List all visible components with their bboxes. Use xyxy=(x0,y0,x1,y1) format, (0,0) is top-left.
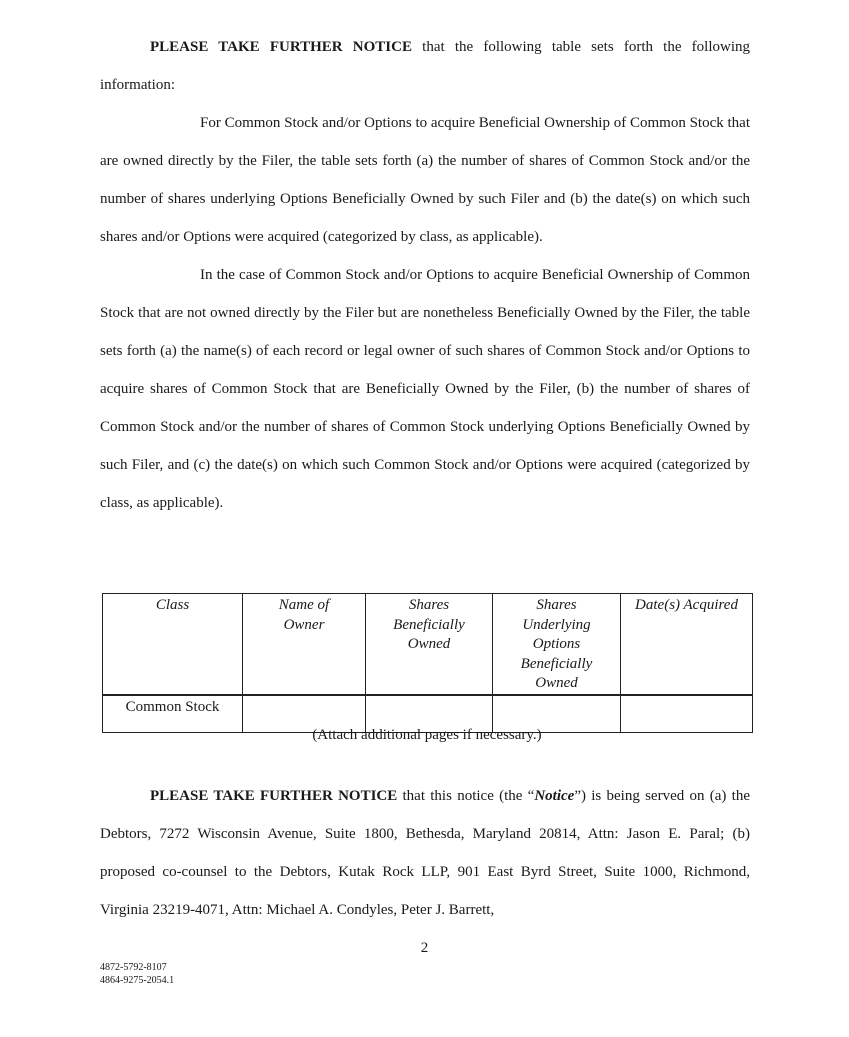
intro-bold-lead: PLEASE TAKE FURTHER NOTICE xyxy=(150,39,412,55)
header-shares-underlying-options: Shares Underlying Options Beneficially Owned xyxy=(493,594,621,695)
doc-id: 4872-5792-8107 xyxy=(100,962,167,973)
header-shares-owned: Shares Beneficially Owned xyxy=(366,594,493,695)
indirect-ownership-paragraph: In the case of Common Stock and/or Options to acquire Beneficial Ownership of Common Stock that are not owned directly by the Filer but are nonetheless Beneficially Owned by the Filer, the table sets forth (a) the name(s) of each record or legal owner of such shares of Common Stock and/or Options to acquire shares of Common Stock that are Beneficially Owned by the Filer, (b) the number of shares of Common Stock and/or the number of shares of Common Stock underlying Options Beneficially Owned by such Filer, and (c) the date(s) on which such Common Stock and/or Options were acquired (categorized by class, as applicable). xyxy=(100,267,750,511)
defined-term-notice: Notice xyxy=(534,788,575,804)
header-name-of-owner: Name of Owner xyxy=(243,594,366,695)
ownership-table xyxy=(102,593,753,733)
direct-ownership-paragraph: For Common Stock and/or Options to acquire Beneficial Ownership of Common Stock that are owned directly by the Filer, the table sets forth (a) the number of shares of Common Stock and/or the number of shares underlying Options Beneficially Owned by such Filer and (b) the date(s) on which such shares and/or Options were acquired (categorized by class, as applicable). xyxy=(100,115,750,245)
service-notice xyxy=(100,777,750,929)
doc-id: 4864-9275-2054.1 xyxy=(100,975,175,986)
notice2-text-a: that this notice (the “ xyxy=(397,788,535,804)
notice2-text-b: ”) is being served on (a) the Debtors, 7272 Wisconsin Avenue, Suite 1800, Bethesda, Maryland 20814, Attn: Jason E. Paral; (b) proposed co-counsel to the Debtors, Kutak Rock LLP, 901 East Byrd Street, Suite 1000, Richmond, Virginia 23219-4071, Attn: Michael A. Condyles, Peter J. Barrett, xyxy=(100,788,750,918)
page-number: 2 xyxy=(420,940,429,956)
cell-class: Common Stock xyxy=(103,695,243,733)
notice2-bold-lead: PLEASE TAKE FURTHER NOTICE xyxy=(150,788,398,804)
header-dates-acquired: Date(s) Acquired xyxy=(621,594,753,695)
table-header-row xyxy=(103,594,753,695)
table-note: (Attach additional pages if necessary.) xyxy=(312,727,542,743)
document-body xyxy=(100,28,750,522)
header-class: Class xyxy=(103,594,243,695)
intro-text: that the following table sets forth the following information: xyxy=(100,39,750,93)
intro-paragraph xyxy=(100,28,750,104)
document-ids xyxy=(100,961,174,987)
service-paragraph xyxy=(100,777,750,929)
